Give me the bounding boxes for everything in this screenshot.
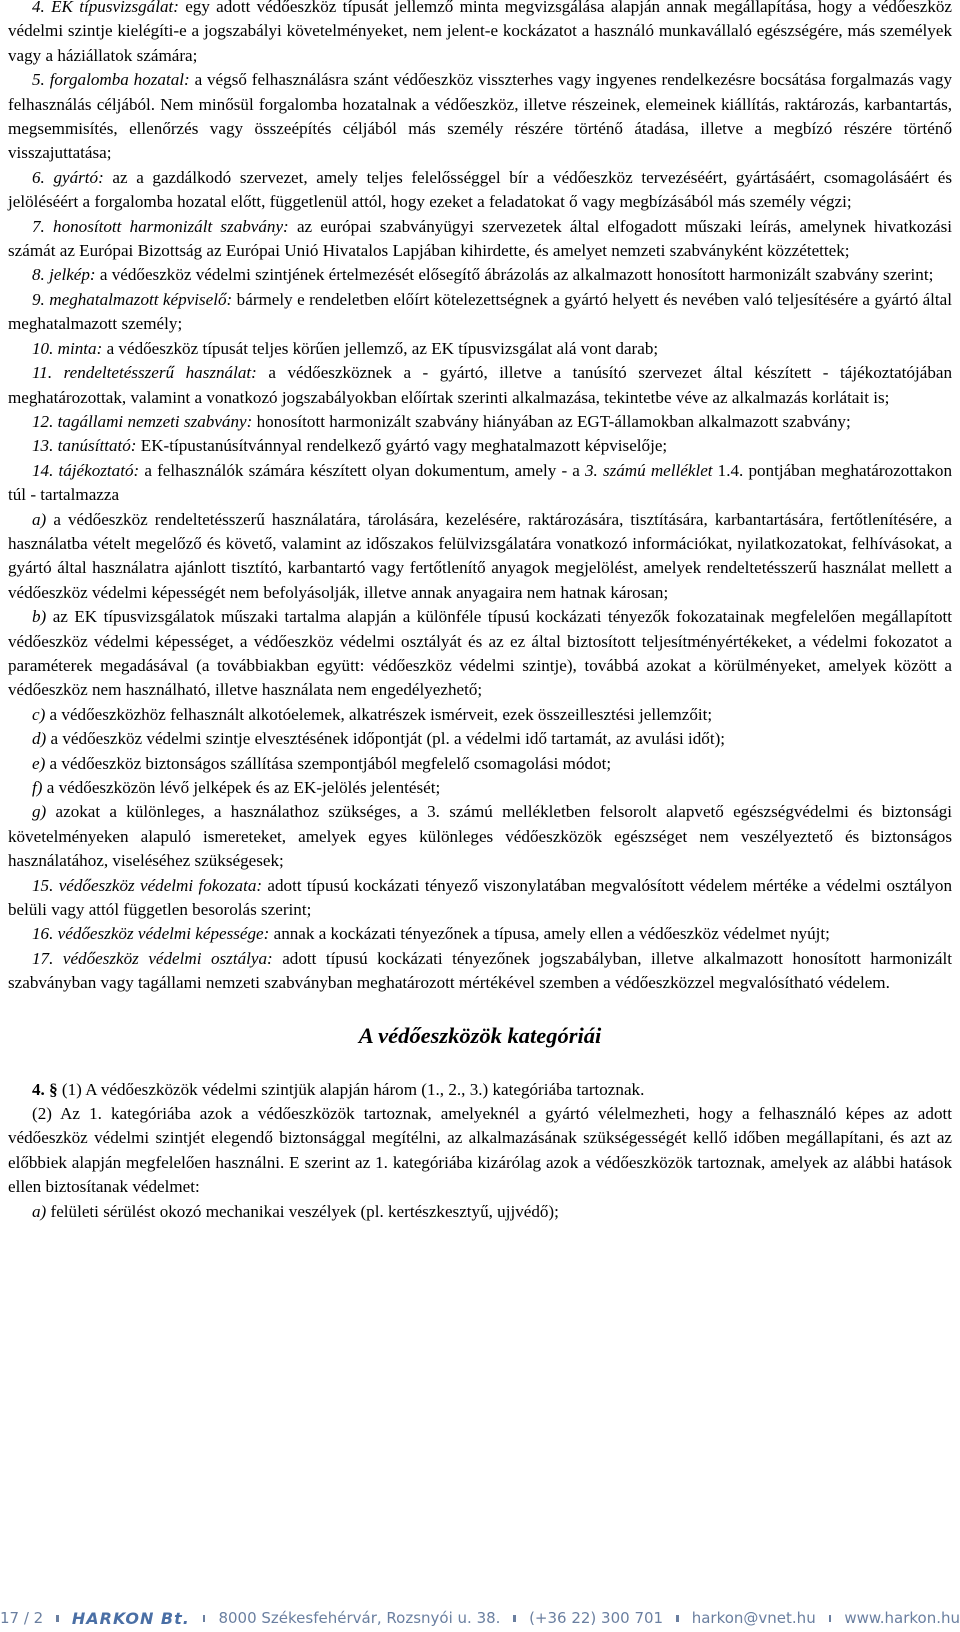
sub-item bbox=[8, 703, 952, 727]
section-paragraph: (2) Az 1. kategóriába azok a védőeszközök tartoznak, amelyeknél a gyártó vélelmezheti, hogy a felhasználó képes az adott védőeszköz védelmi szintjét elegendő biztonsággal megítélni, az alkalmazásának szükségességét kellő időben megállapítani, és azt az előbbiek alapján megfelelően használni. E szerint az 1. kategóriába kizárólag azok a védőeszközök tartoznak, amelyek az alábbi hatások ellen biztosítanak védelmet: bbox=[8, 1104, 952, 1197]
sub-item bbox=[8, 605, 952, 703]
definition-item bbox=[8, 288, 952, 337]
definition-item bbox=[8, 215, 952, 264]
definition-text: adott típusú kockázati tényező viszonylatában megvalósított védelem mértéke a védelmi osztályon belüli vagy attól független besorolás szerint; bbox=[8, 875, 952, 920]
company-address: 8000 Székesfehérvár, Rozsnyói u. 38. bbox=[218, 1609, 501, 1627]
definition-text: a védőeszköznek a - gyártó, illetve a tanúsító szervezet által készített - tájékoztatójában meghatározottak, valamint a vonatkozó jogszabályokban előírtak szerinti alkalmazása, tekintetbe véve az alkalmazás korlátait is; bbox=[8, 363, 952, 407]
sub-item-label: a) bbox=[32, 1201, 47, 1221]
definition-text: a védőeszköz védelmi szintjének értelmezését elősegítő ábrázolás az alkalmazott honosított harmonizált szabvány szerint; bbox=[95, 265, 934, 285]
sub-item-text: felületi sérülést okozó mechanikai veszélyek (pl. kertészkesztyű, ujjvédő); bbox=[46, 1201, 559, 1221]
definition-item bbox=[8, 947, 952, 996]
item-number: 9. bbox=[32, 289, 45, 309]
sub-item bbox=[8, 752, 952, 776]
sub-item-text: a védőeszközhöz felhasznált alkotóelemek, alkatrészek ismérveit, ezek összeillesztési jellemzőit; bbox=[45, 704, 713, 724]
company-website[interactable]: www.harkon.hu bbox=[844, 1609, 960, 1627]
item-number: 10. bbox=[32, 338, 54, 358]
section-heading: A védőeszközök kategóriái bbox=[358, 1022, 602, 1048]
definition-text: a végső felhasználásra szánt védőeszköz visszterhes vagy ingyenes rendelkezésre bocsátása forgalmazás vagy felhasználás céljából. Nem minősül forgalomba hozatalnak a védőeszköz, illetve részeinek, elemeinek kiállítás, raktározás, karbantartás, megsemmisítés, ellenőrzés vagy összeépítés céljából más személy részére történő átadása, illetve a megbízó részére történő visszajuttatása; bbox=[8, 70, 952, 163]
item-number: 7. bbox=[32, 216, 45, 236]
sub-item-text: az EK típusvizsgálatok műszaki tartalma alapján a különféle típusú kockázati tényezők fokozatainak megfelelően megállapított védőeszköz védelmi képességet, a védőeszköz védelmi osztályát és az ez által biztosított teljesítményértékeket, a védelmi fokozatot a paraméterek megadásával (a továbbiakban együtt: védőeszköz védelmi szintje), továbbá azokat a körülményeket, amelyek között a védőeszköz nem használható, illetve használata nem engedélyezhető; bbox=[8, 607, 952, 700]
sub-item-text: azokat a különleges, a használathoz szükséges, a 3. számú mellékletben felsorolt alapvető egészségvédelmi és biztonsági követelményeken alapuló ismereteket, amelyek egyes különleges védőeszközök egészséget nem veszélyeztető és biztonságos használatához, viseléséhez szükségesek; bbox=[8, 802, 952, 871]
definition-term: rendeltetésszerű használat: bbox=[63, 363, 257, 383]
separator bbox=[513, 1615, 516, 1622]
sub-item bbox=[8, 800, 952, 873]
definition-text: a felhasználók számára készített olyan dokumentum, amely - a bbox=[139, 460, 585, 480]
sub-item-label: d) bbox=[32, 729, 47, 749]
definition-item bbox=[8, 68, 952, 166]
sub-item-label: g) bbox=[32, 802, 47, 822]
page-footer bbox=[0, 1604, 960, 1632]
definition-text: adott típusú kockázati tényezőnek jogszabályban, illetve alkalmazott honosított harmonizált szabványban vagy tagállami nemzeti szabványban meghatározott mértékével szemben a védőeszközzel megvalósítható védelem. bbox=[8, 948, 952, 993]
definition-item bbox=[8, 166, 952, 215]
definition-term: tájékoztató: bbox=[58, 460, 140, 480]
item-number: 5. bbox=[32, 70, 45, 90]
sub-item-label: e) bbox=[32, 753, 46, 773]
item-number: 8. bbox=[32, 265, 45, 285]
company-logo: HARKON Bt. bbox=[71, 1608, 190, 1628]
definition-term: forgalomba hozatal: bbox=[49, 70, 190, 90]
section-number: 4. bbox=[32, 1079, 45, 1099]
definition-item bbox=[8, 337, 952, 361]
sub-item-text: a védőeszköz védelmi szintje elvesztésének időpontját (pl. a védelmi idő tartamát, az avulási időt); bbox=[46, 729, 726, 749]
definition-term: gyártó: bbox=[53, 167, 104, 187]
company-email[interactable]: harkon@vnet.hu bbox=[691, 1609, 816, 1627]
definition-term: minta: bbox=[57, 338, 103, 358]
page-number: 17 / 2 bbox=[0, 1609, 44, 1627]
definition-text: az európai szabványügyi szervezetek által elfogadott műszaki leírás, amelynek hivatkozási számát az Európai Bizottság az Európai Unió Hivatalos Lapjában kihirdette, és amelyet nemzeti szabványként közzétettek; bbox=[8, 216, 953, 261]
definition-term: tagállami nemzeti szabvány: bbox=[57, 411, 253, 431]
definition-text: honosított harmonizált szabvány hiányában az EGT-államokban alkalmazott szabvány; bbox=[252, 411, 851, 431]
sub-item-text: a védőeszköz biztonságos szállítása szempontjából megfelelő csomagolási módot; bbox=[45, 753, 612, 773]
definition-text: bármely e rendeletben előírt kötelezettségnek a gyártó helyett és nevében való teljesítésére a gyártó által meghatalmazott személy; bbox=[8, 289, 952, 334]
definition-item bbox=[8, 361, 952, 410]
definition-item bbox=[8, 922, 952, 946]
separator bbox=[203, 1615, 206, 1622]
definition-text: az a gazdálkodó szervezet, amely teljes felelősséggel bír a védőeszköz tervezéséért, gyártásáért, csomagolásáért és jelöléséért a forgalomba hozatal előtt, függetlenül attól, hogy ezeket a feladatokat ő vagy megbízásából más személy végzi; bbox=[8, 167, 952, 212]
sub-item-label: c) bbox=[32, 704, 46, 724]
item-number: 16. bbox=[32, 924, 54, 944]
sub-item bbox=[8, 727, 952, 751]
sub-item-text: a védőeszköz rendeltetésszerű használatára, tárolására, kezelésére, raktározására, tisztítására, karbantartására, fertőtlenítésére, a használatba vételt megelőző és követő, valamint az időszakos felülvizsgálatára vonatkozó információkat, nyilatkozatokat, felhívásokat, a gyártó által használatra ajánlott tisztító, karbantartó vagy fertőtlenítő anyagok megjelölést, amelyek rendeltetésszerű használat mellett a védőeszköz védelmi képességét nem befolyásolják, illetve annak anyagaira nem hatnak károsan; bbox=[8, 509, 952, 602]
item-number: 4. bbox=[32, 0, 45, 16]
separator bbox=[676, 1615, 679, 1622]
definition-term: tanúsíttató: bbox=[57, 436, 137, 456]
item-number: 13. bbox=[32, 436, 54, 456]
definition-text: a védőeszköz típusát teljes körűen jellemző, az EK típusvizsgálat alá vont darab; bbox=[102, 338, 659, 358]
definition-term: jelkép: bbox=[49, 265, 96, 285]
item-number: 17. bbox=[32, 948, 54, 968]
sub-item-label: f) bbox=[32, 778, 43, 797]
definition-term: védőeszköz védelmi osztálya: bbox=[62, 948, 273, 968]
definition-item bbox=[8, 263, 952, 287]
sub-item bbox=[8, 776, 952, 800]
definition-term: EK típusvizsgálat: bbox=[51, 0, 179, 16]
definition-text: annak a kockázati tényezőnek a típusa, amely ellen a védőeszköz védelmet nyújt; bbox=[269, 924, 830, 944]
definition-text: EK-típustanúsítvánnyal rendelkező gyártó vagy meghatalmazott képviselője; bbox=[136, 436, 668, 456]
sub-item-label: b) bbox=[32, 607, 47, 627]
definition-term: védőeszköz védelmi képessége: bbox=[57, 924, 270, 944]
definition-item bbox=[8, 434, 952, 458]
definition-item bbox=[8, 874, 952, 923]
sub-item bbox=[8, 508, 952, 606]
definition-term: meghatalmazott képviselő: bbox=[49, 289, 233, 309]
item-number: 15. bbox=[32, 875, 54, 895]
document-page bbox=[8, 0, 952, 1224]
paragraph-text: (1) A védőeszközök védelmi szintjük alapján három (1., 2., 3.) kategóriába tartoznak. bbox=[57, 1079, 645, 1099]
definition-item bbox=[8, 0, 952, 68]
item-number: 12. bbox=[32, 411, 54, 431]
definition-text: 1.4. pontjában meghatározottakon túl - tartalmazza bbox=[8, 460, 952, 505]
separator bbox=[56, 1615, 59, 1622]
separator bbox=[829, 1615, 832, 1622]
item-number: 11. bbox=[32, 363, 53, 383]
definition-item bbox=[8, 410, 952, 434]
definition-term: védőeszköz védelmi fokozata: bbox=[58, 875, 263, 895]
section-paragraph bbox=[8, 1078, 952, 1102]
item-number: 14. bbox=[32, 460, 54, 480]
annex-reference: 3. számú melléklet bbox=[585, 460, 713, 480]
item-number: 6. bbox=[32, 167, 45, 187]
sub-item-label: a) bbox=[32, 509, 47, 529]
definition-item bbox=[8, 459, 952, 508]
company-phone: (+36 22) 300 701 bbox=[529, 1609, 664, 1627]
definition-text: egy adott védőeszköz típusát jellemző minta megvizsgálása alapján annak megállapítása, hogy a védőeszköz védelmi szintje kielégíti-e a jogszabályi követelményeket, nem jelent-e kockázatot a használó munkavállaló egészségére, más személyek vagy a háziállatok számára; bbox=[8, 0, 953, 65]
sub-item-text: a védőeszközön lévő jelképek és az EK-jelölés jelentését; bbox=[42, 778, 441, 797]
section-sign: § bbox=[49, 1079, 58, 1099]
sub-item bbox=[8, 1200, 952, 1224]
definition-term: honosított harmonizált szabvány: bbox=[53, 216, 289, 236]
